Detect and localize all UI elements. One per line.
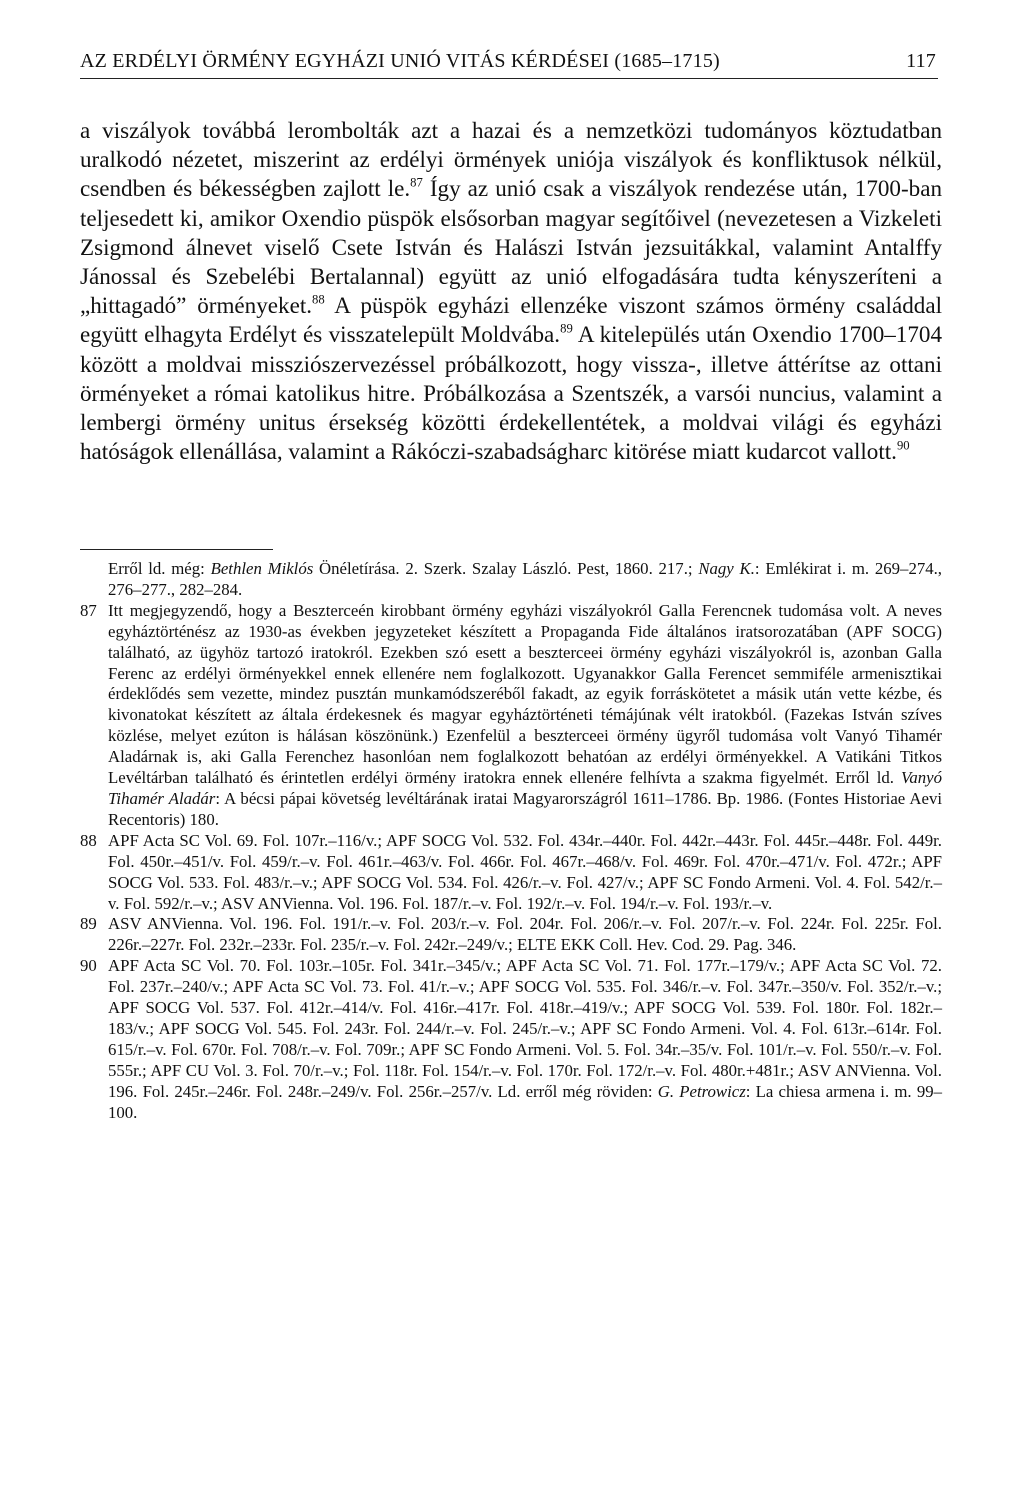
author-name: Vanyó Tihamér Aladár [108, 768, 942, 808]
footnotes [80, 559, 942, 1123]
footnote-number: 87 [80, 600, 97, 620]
footnote-segment: Önéletírása. 2. Szerk. Szalay László. Pest, 1860. 217.; [313, 559, 699, 578]
footnote-ref-87: 87 [410, 175, 423, 190]
sentence-4: A kitelepülés után Oxendio 1700–1704 között a moldvai missziószervezéssel próbálkozott, hogy vissza-, illetve áttérítse az ottani örményeket a római katolikus hitre. Próbálkozása a Szentszék, a varsói nuncius, valamint a lembergi örmény unitus érsekség közötti érdekellentétek, a moldvai világi és egyházi hatóságok ellenállása, valamint a Rákóczi-szabadságharc kitörése miatt kudarcot vallott. [80, 321, 942, 465]
footnote-segment: : La chiesa armena i. m. 99–100. [108, 1081, 942, 1122]
footnote-segment: APF Acta SC Vol. 70. Fol. 103r.–105r. Fol. 341r.–345/v.; APF Acta SC Vol. 71. Fol. 177r.–179/v.; APF Acta SC Vol. 72. Fol. 237r.–240/v.; APF Acta SC Vol. 73. Fol. 41/r.–v.; APF SOCG Vol. 535. Fol. 346/r.–v. Fol. 347r.–350/v. Fol. 352/r.–v.; APF SOCG Vol. 537. Fol. 412r.–414/v. Fol. 416r.–417r. Fol. 418r.–419/v.; APF SOCG Vol. 539. Fol. 180r. Fol. 182r.–183/v.; APF SOCG Vol. 545. Fol. 243r. Fol. 244/r.–v. Fol. 245/r.–v.; APF SC Fondo Armeni. Vol. 4. Fol. 613r.–614r. Fol. 615/r.–v. Fol. 670r. Fol. 708/r.–v. Fol. 709r.; APF SC Fondo Armeni. Vol. 5. Fol. 34r.–35/v. Fol. 101/r.–v. Fol. 550/r.–v. Fol. 555r.; APF CU Vol. 3. Fol. 70/r.–v.; Fol. 118r. Fol. 154/r.–v. Fol. 170r. Fol. 172/r.–v. Fol. 480r.+481r.; ASV ANVienna. Vol. 196. Fol. 245r.–246r. Fol. 248r.–249/v. Fol. 256r.–257/v. Ld. erről még röviden: [108, 956, 942, 1101]
main-paragraph [80, 116, 942, 466]
paragraph [80, 116, 942, 466]
author-name: Bethlen Miklós [210, 559, 314, 578]
footnote-divider [80, 549, 273, 550]
footnote-text [108, 601, 942, 831]
running-head [80, 44, 938, 79]
footnote-90 [80, 956, 942, 1123]
author-name: Nagy K. [698, 559, 755, 578]
footnote-segment: Erről ld. még: [108, 559, 211, 578]
footnote-text [108, 956, 942, 1123]
footnote-number: 90 [80, 956, 97, 976]
footnote-segment: : Emlékirat i. m. 269–274., 276–277., 282–284. [108, 559, 943, 599]
footnote-ref-90: 90 [896, 438, 910, 453]
author-name: G. Petrowicz [657, 1081, 746, 1101]
running-head-title: AZ ERDÉLYI ÖRMÉNY EGYHÁZI UNIÓ VITÁS KÉRDÉSEI (1685–1715) [80, 50, 720, 72]
footnote-segment: Itt megjegyzendő, hogy a Beszterceén kirobbant örmény egyházi viszályokról Galla Ferencnek tudomása volt. A neves egyháztörténész az 1930-as években jegyzeteket készített a Propaganda Fide általános iratsorozatában (APF SOCG) található, az ügyhöz tartozó iratokról. Ezekben szó esett a beszterceei örmény egyházi viszályokról is, azonban Galla Ferenc az erdélyi örményekkel ennek ellenére nem foglalkozott. Ugyanakkor Galla Ferencet semmiféle armenisztikai érdeklődés sem vezette, mindez pusztán munkamódszeréből fakadt, az egyik forráskötetet a másik után vette kézbe, és kivonatokat készített az általa érdekesnek és magyar egyháztörténeti témájúnak vélt iratokból. (Fazekas István szíves közlése, melyet ezúton is hálásan köszönünk.) Ezenfelül a beszterceei örmény ügyről tudomása volt Vanyó Tihamér Aladárnak is, aki Galla Ferenchez hasonlóan nem foglalkozott behatóan az erdélyi örményekkel. A Vatikáni Titkos Levéltárban található és érintetlen erdélyi örmény iratokra ennek ellenére felhívta a szakma figyelmét. Erről ld. [108, 600, 942, 788]
footnote-number: 88 [80, 830, 97, 850]
sentence-1: a viszályok továbbá lerombolták azt a hazai és a nemzetközi tudományos köztudatban uralkodó nézetet, miszerint az erdélyi örmények uniója viszályok és konfliktusok nélkül, csendben és békességben zajlott le. [80, 117, 942, 202]
footnote-text: ASV ANVienna. Vol. 196. Fol. 191/r.–v. Fol. 203/r.–v. Fol. 204r. Fol. 206/r.–v. Fol. 207/r.–v. Fol. 224r. Fol. 225r. Fol. 226r.–227r. Fol. 232r.–233r. Fol. 235/r.–v. Fol. 242r.–249/v.; ELTE EKK Coll. Hev. Cod. 29. Pag. 346. [108, 914, 942, 955]
footnote-86-continued [80, 559, 942, 601]
footnote-88 [80, 831, 942, 915]
footnote-number: 89 [80, 914, 97, 934]
footnote-text: APF Acta SC Vol. 69. Fol. 107r.–116/v.; APF SOCG Vol. 532. Fol. 434r.–440r. Fol. 442r.–443r. Fol. 445r.–448r. Fol. 449r. Fol. 450r.–451/v. Fol. 459/r.–v. Fol. 461r.–463/v. Fol. 466r. Fol. 467r.–468/v. Fol. 469r. Fol. 470r.–471/v. Fol. 472r.; APF SOCG Vol. 533. Fol. 483/r.–v.; APF SOCG Vol. 534. Fol. 426/r.–v. Fol. 427/v.; APF SC Fondo Armeni. Vol. 4. Fol. 542/r.–v. Fol. 592/r.–v.; ASV ANVienna. Vol. 196. Fol. 187/r.–v. Fol. 192/r.–v. Fol. 194/r.–v. Fol. 193/r.–v. [108, 830, 942, 913]
sentence-3: A püspök egyházi ellenzéke viszont számos örmény családdal együtt elhagyta Erdélyt és visszatelepült Moldvába. [80, 292, 942, 348]
sentence-2: Így az unió csak a viszályok rendezése után, 1700-ban teljesedett ki, amikor Oxendio püspök elsősorban magyar segítőivel (nevezetesen a Vizkeleti Zsigmond álnevet viselő Csete István és Halászi István jezsuitákkal, valamint Antalffy Jánossal és Szebelébi Bertalannal) együtt az unió elfogadására tudta kényszeríteni a „hittagadó” örményeket. [80, 175, 942, 319]
page-number: 117 [906, 50, 936, 72]
footnote-87 [80, 601, 942, 831]
footnote-89 [80, 914, 942, 956]
footnote-ref-89: 89 [560, 321, 573, 336]
footnote-text [108, 559, 942, 601]
footnote-segment: : A bécsi pápai követség levéltárának iratai Magyarországról 1611–1786. Bp. 1986. (Fontes Historiae Aevi Recentoris) 180. [108, 788, 942, 829]
footnote-ref-88: 88 [312, 292, 325, 307]
